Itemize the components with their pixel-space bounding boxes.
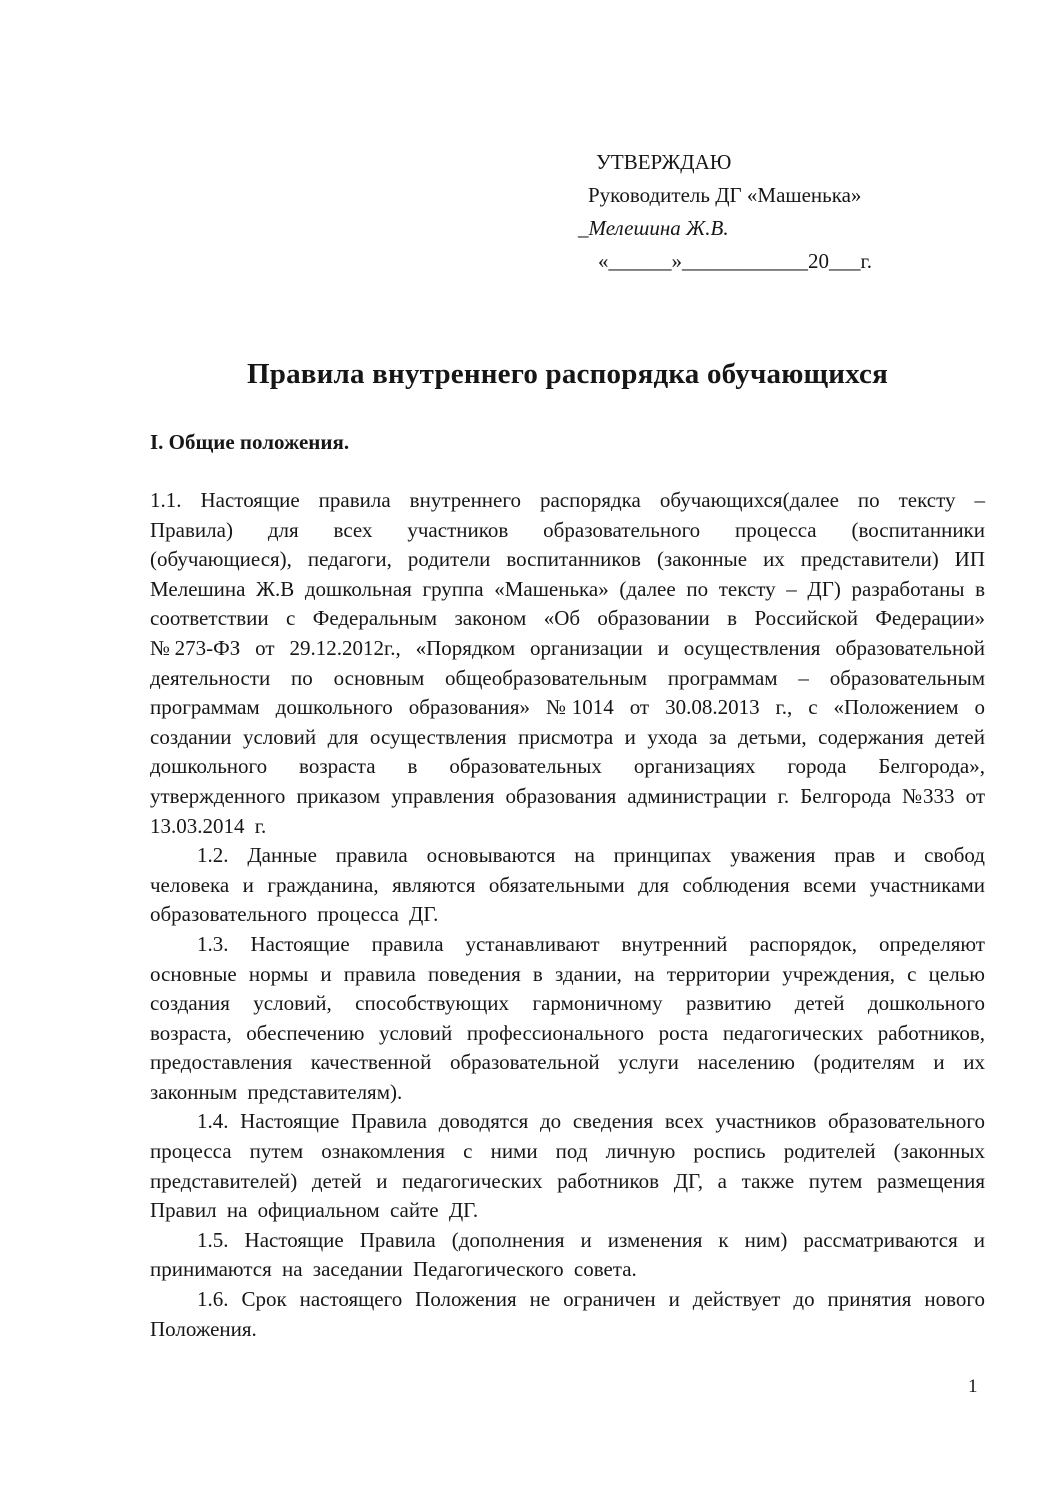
paragraph-1-1: 1.1. Настоящие правила внутреннего распорядка обучающихся(далее по тексту – Правила) для всех участников образовательного процесса (воспитанники (обучающиеся), педагоги, родители воспитанников (законные их представители) ИП Мелешина Ж.В дошкольная группа «Машенька» (далее по тексту – ДГ) разработаны в соответствии с Федеральным законом «Об образовании в Российской Федерации» №273-ФЗ от 29.12.2012г., «Порядком организации и осуществления образовательной деятельности по основным общеобразовательным программам – образовательным программам дошкольного образования» №1014 от 30.08.2013 г., с «Положением о создании условий для осуществления присмотра и ухода за детьми, содержания детей дошкольного возраста в образовательных организациях города Белгорода», утвержденного приказом управления образования администрации г. Белгорода №333 от 13.03.2014 г.: [150, 488, 985, 838]
approval-signature-name: _Мелешина Ж.В.: [578, 216, 729, 240]
paragraph-1-6: 1.6. Срок настоящего Положения не ограничен и действует до принятия нового Положения.: [150, 1287, 985, 1341]
section-heading: I. Общие положения.: [150, 430, 350, 454]
paragraph-1-5: 1.5. Настоящие Правила (дополнения и изменения к ним) рассматриваются и принимаются на заседании Педагогического совета.: [150, 1227, 985, 1282]
page-number: 1: [968, 1376, 978, 1397]
approval-date-blank: «______»____________20___г.: [598, 249, 872, 273]
approval-label: УТВЕРЖДАЮ: [596, 150, 732, 174]
paragraph-1-4: 1.4. Настоящие Правила доводятся до сведения всех участников образовательного процесса путем ознакомления с ними под личную роспись родителей (законных представителей) детей и педагогических работников ДГ, а также путем размещения Правил на официальном сайте ДГ.: [150, 1109, 985, 1223]
paragraph-1-2: 1.2. Данные правила основываются на принципах уважения прав и свобод человека и гражданина, являются обязательными для соблюдения всеми участниками образовательного процесса ДГ.: [150, 843, 985, 927]
paragraph-1-3: 1.3. Настоящие правила устанавливают внутренний распорядок, определяют основные нормы и правила поведения в здании, на территории учреждения, с целью создания условий, способствующих гармоничному развитию детей дошкольного возраста, обеспечению условий профессионального роста педагогических работников, предоставления качественной образовательной услуги населению (родителям и их законным представителям).: [150, 931, 985, 1104]
approval-position: Руководитель ДГ «Машенька»: [588, 183, 862, 207]
approval-block: [578, 146, 872, 278]
document-body: [150, 486, 985, 1344]
page-title: Правила внутреннего распорядка обучающихся: [247, 358, 888, 390]
